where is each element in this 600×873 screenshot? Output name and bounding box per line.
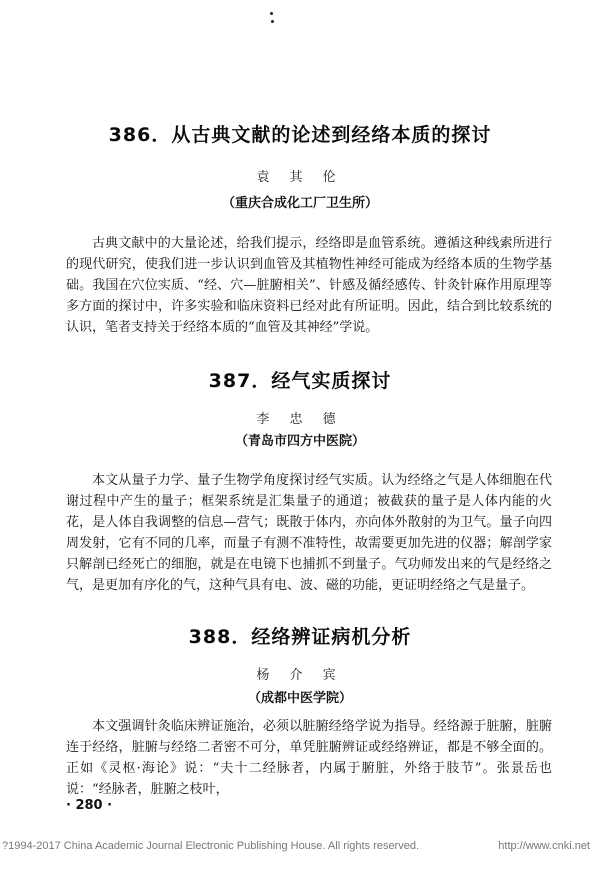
article-386-title: 386．从古典文献的论述到经络本质的探讨: [108, 124, 492, 146]
scan-speck: [271, 20, 274, 23]
scan-speck: [270, 12, 273, 15]
article-388-title: 388．经络辨证病机分析: [188, 626, 412, 648]
article-387-title: 387．经气实质探讨: [208, 370, 392, 392]
article-386-author: 袁 其 伦: [256, 170, 344, 185]
footer-url: http://www.cnki.net: [498, 840, 590, 852]
article-388-body: 本文强调针灸临床辨证施治，必须以脏腑经络学说为指导。经络源于脏腑，脏腑连于经络，脏腑与经络二者密不可分，单凭脏腑辨证或经络辨证，都是不够全面的。正如《灵枢·海论》说：“夫十二经脉者，内属于腑脏，外络于肢节”。张景岳也说：“经脉者，脏腑之枝叶，: [66, 719, 552, 797]
page-number: · 280 ·: [66, 798, 113, 813]
article-386-body: 古典文献中的大量论述，给我们提示，经络即是血管系统。遵循这种线索所进行的现代研究，使我们进一步认识到血管及其植物性神经可能成为经络本质的生物学基础。我国在穴位实质、“经、穴—脏腑相关”、针感及循经感传、针灸针麻作用原理等多方面的探讨中，许多实验和临床资料已经对此有所证明。因此，结合到比较系统的认识，笔者支持关于经络本质的“血管及其神经”学说。: [66, 236, 552, 335]
footer: [0, 838, 600, 858]
article-388-author: 杨 介 宾: [256, 668, 344, 683]
article-386-affiliation: （重庆合成化工厂卫生所）: [221, 196, 378, 211]
article-387-author: 李 忠 德: [256, 412, 344, 427]
footer-copyright: ?1994-2017 China Academic Journal Electronic Publishing House. All rights reserved.: [2, 840, 420, 852]
article-387-affiliation: （青岛市四方中医院）: [234, 434, 365, 449]
article-387-body: 本文从量子力学、量子生物学角度探讨经气实质。认为经络之气是人体细胞在代谢过程中产生的量子；框架系统是汇集量子的通道；被截获的量子是人体内能的火花，是人体自我调整的信息—营气；既散于体内，亦向体外散射的为卫气。量子向四周发射，它有不同的几率，而量子有测不准特性，故需要更加先进的仪器；解剖学家只解剖已经死亡的细胞，就是在电镜下也捕抓不到量子。气功师发出来的气是经络之气，是更加有序化的气，这种气具有电、波、磁的功能，更证明经络之气是量子。: [66, 473, 552, 593]
article-388-affiliation: （成都中医学院）: [247, 691, 352, 706]
